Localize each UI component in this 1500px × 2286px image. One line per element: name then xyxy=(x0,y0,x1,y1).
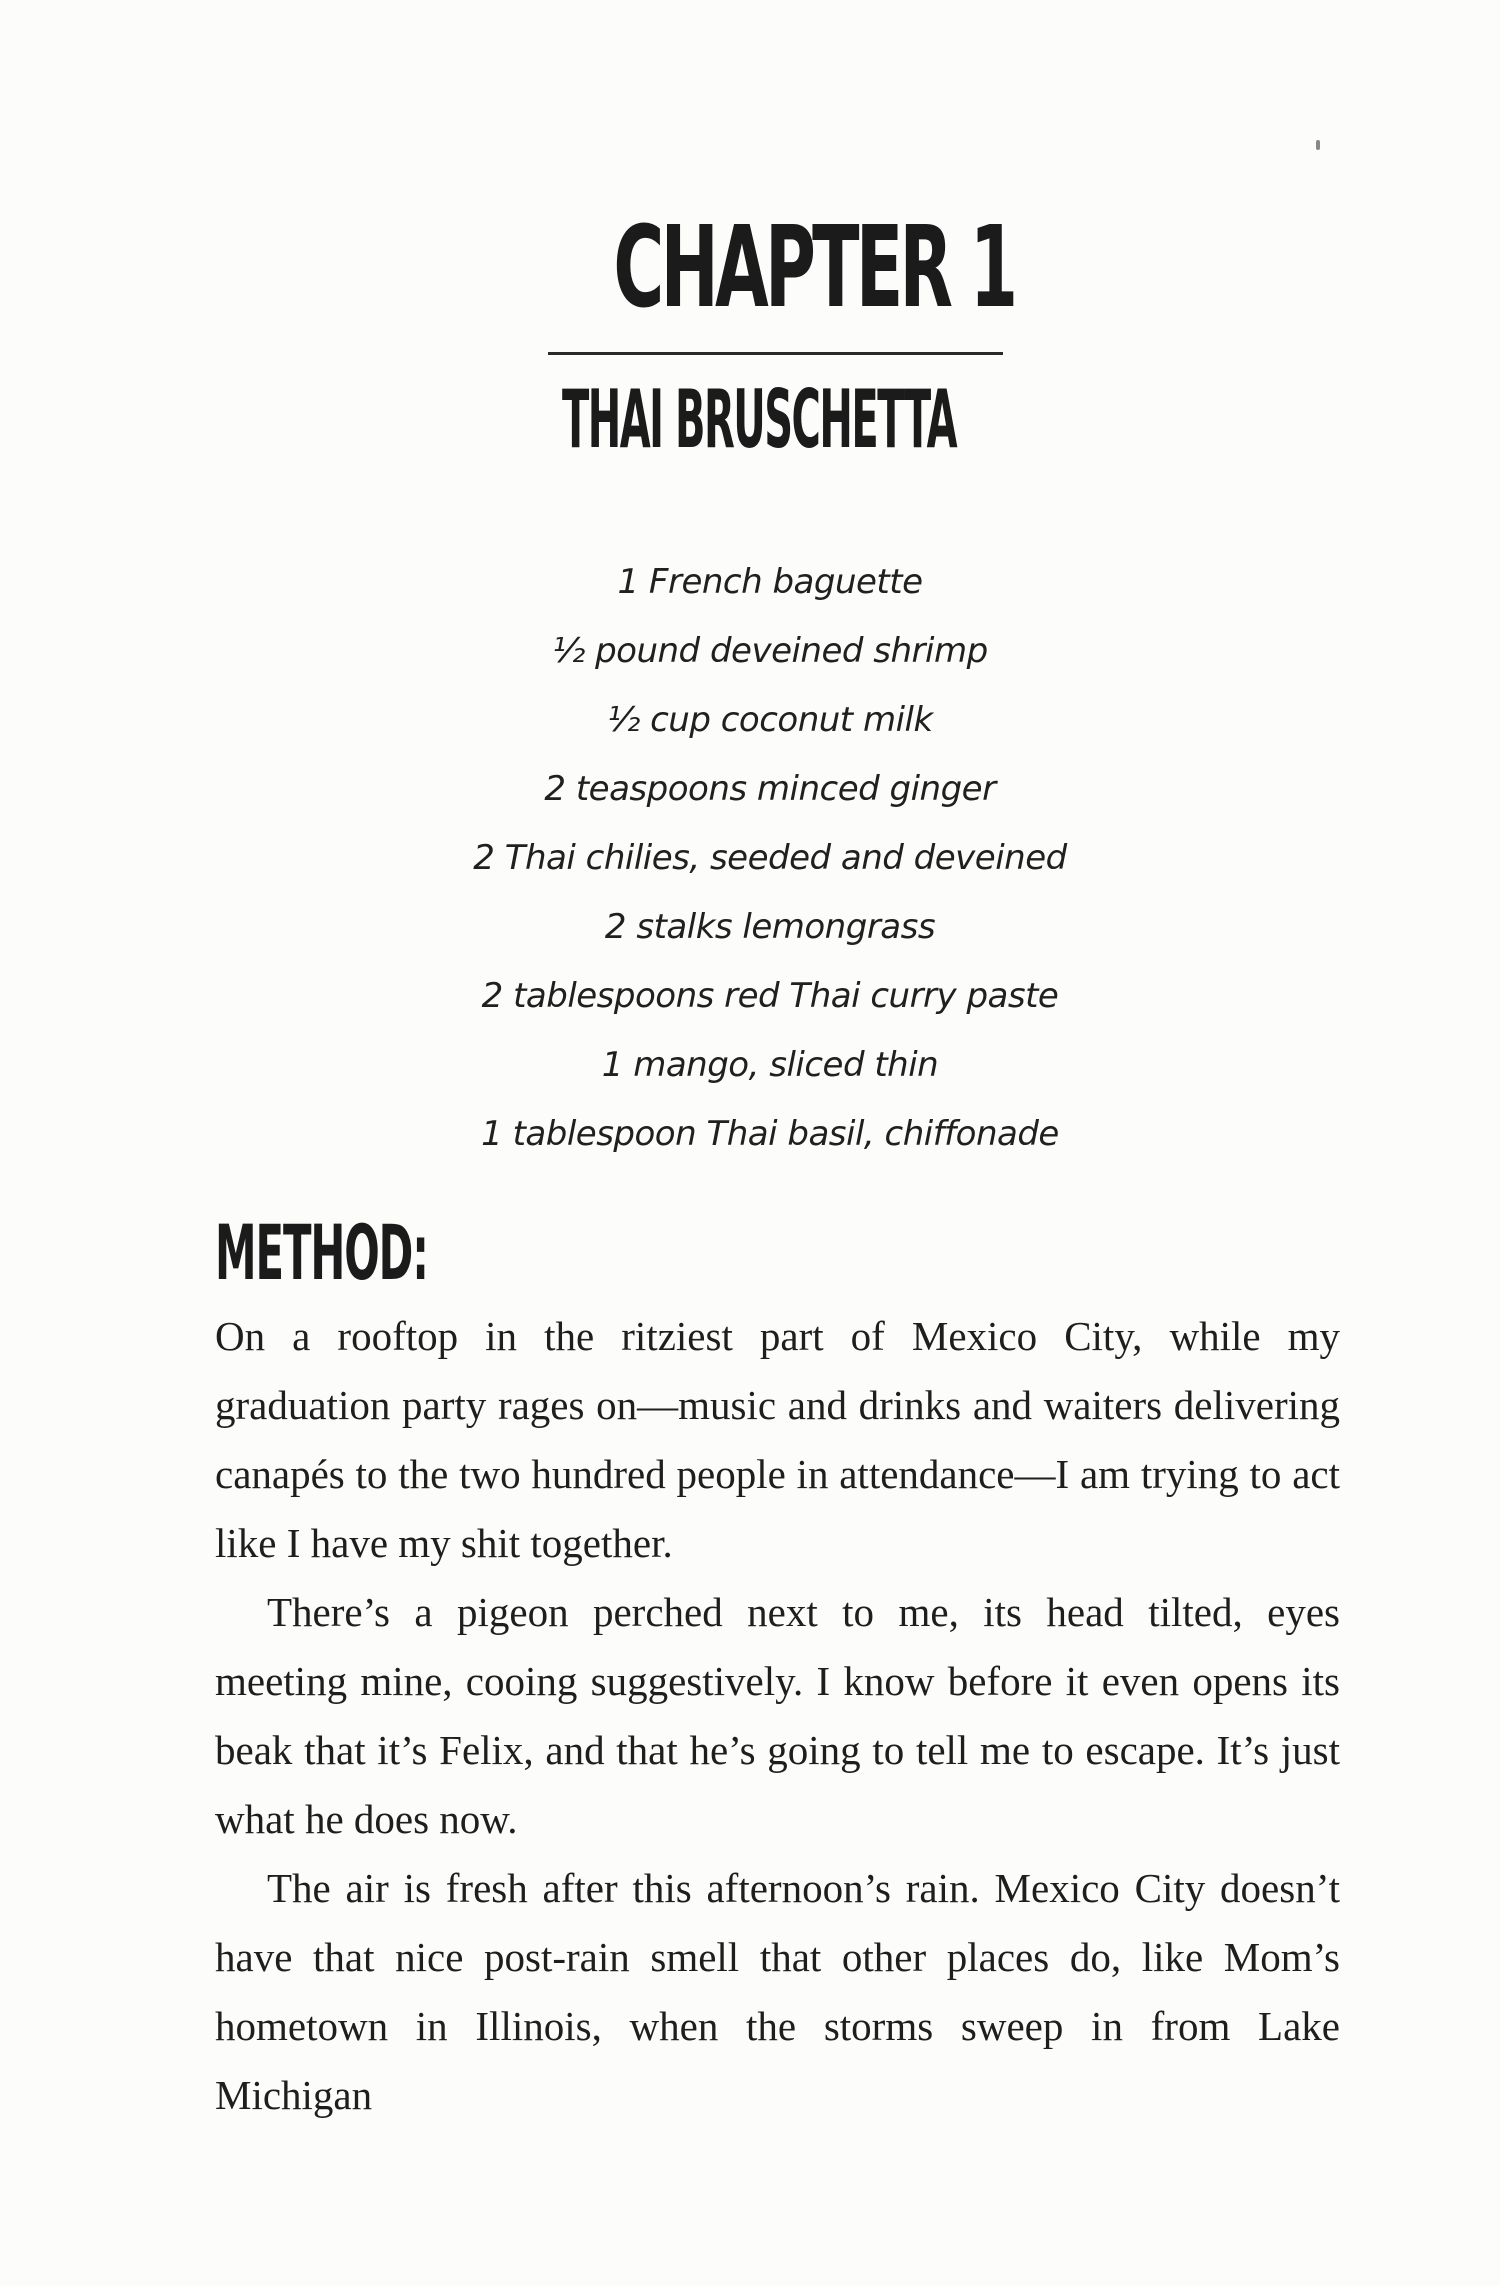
ingredient-item: 1 French baguette xyxy=(617,562,923,602)
method-heading: METHOD: xyxy=(215,1208,428,1297)
ingredient-item: 2 Thai chilies, seeded and deveined xyxy=(473,838,1067,878)
ingredient-item: 2 stalks lemongrass xyxy=(604,907,936,947)
ingredient-item: 2 tablespoons red Thai curry paste xyxy=(481,976,1059,1016)
ingredient-item: 1 tablespoon Thai basil, chiffonade xyxy=(481,1114,1059,1154)
ingredient-item: 2 teaspoons minced ginger xyxy=(544,769,996,809)
ingredient-item: ½ pound deveined shrimp xyxy=(552,631,988,671)
ingredient-list xyxy=(300,548,1240,1169)
scan-speck xyxy=(1316,140,1320,150)
body-paragraph: There’s a pigeon perched next to me, its head tilted, eyes meeting mine, cooing suggestively. I know before it even opens its beak that it’s Felix, and that he’s going to tell me to escape. It’s just what he does now. xyxy=(215,1589,1340,1842)
title-divider xyxy=(548,352,1003,355)
recipe-title: THAI BRUSCHETTA xyxy=(561,373,957,466)
ingredient-item: 1 mango, sliced thin xyxy=(601,1045,939,1085)
body-text xyxy=(215,1302,1340,2130)
chapter-title: CHAPTER 1 xyxy=(613,203,1015,333)
ingredient-item: ½ cup coconut milk xyxy=(607,700,933,740)
body-paragraph: The air is fresh after this afternoon’s rain. Mexico City doesn’t have that nice post-rain smell that other places do, like Mom’s hometown in Illinois, when the storms sweep in from Lake Michigan xyxy=(215,1865,1340,2118)
body-paragraph: On a rooftop in the ritziest part of Mexico City, while my graduation party rages on—music and drinks and waiters delivering canapés to the two hundred people in attendance—I am trying to act like I have my shit together. xyxy=(215,1313,1340,1566)
